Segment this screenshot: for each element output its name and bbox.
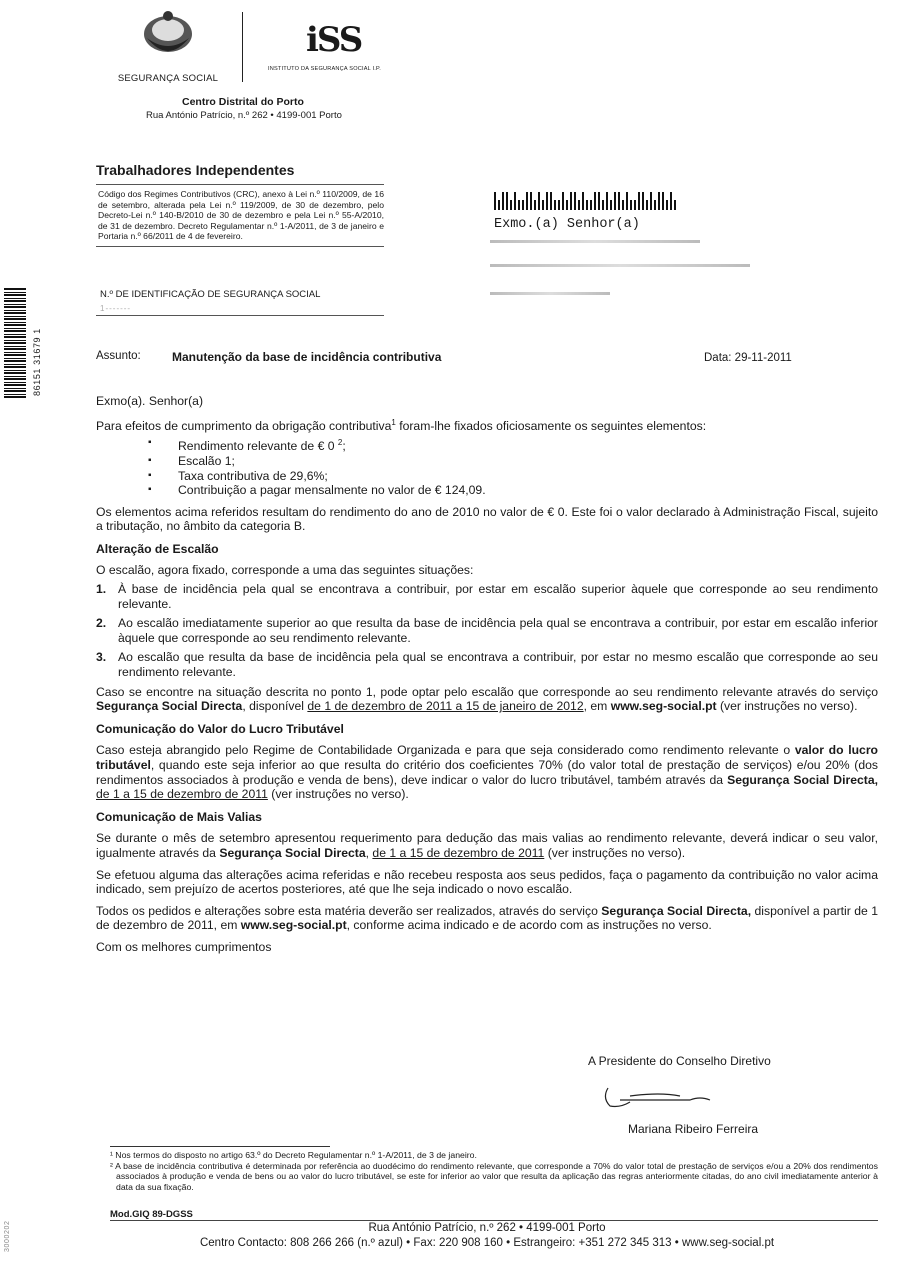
side-barcode-number: 86151 31679 1 <box>32 328 42 396</box>
barcode-bar <box>542 200 544 210</box>
barcode-bar <box>614 192 616 210</box>
seg-social-link[interactable]: www.seg-social.pt <box>240 918 347 933</box>
list-item: 1. À base de incidência pela qual se encontrava a contribuir, por estar em escalão superior àquele que corresponde ao seu rendimento relevante. <box>96 582 878 611</box>
escalao-intro: O escalão, agora fixado, corresponde a uma das seguintes situações: <box>96 563 474 578</box>
form-model: Mod.GIQ 89-DGSS <box>110 1209 193 1220</box>
iss-logo-label: INSTITUTO DA SEGURANÇA SOCIAL I.P. <box>268 66 382 72</box>
barcode-bar <box>550 192 552 210</box>
barcode-bar <box>586 200 588 210</box>
list-item: ▪ Taxa contributiva de 29,6%; <box>148 469 878 484</box>
header-divider <box>242 12 243 82</box>
recipient-address-line <box>490 240 700 243</box>
niss-value: 1------- <box>100 304 132 313</box>
barcode-bar <box>650 192 652 210</box>
footer-contact: Centro Contacto: 808 266 266 (n.º azul) • Fax: 220 908 160 • Estrangeiro: +351 272 345 313 • www.seg-social.pt <box>199 1237 775 1249</box>
iss-logo <box>268 20 438 72</box>
header-address: Rua António Patrício, n.º 262 • 4199-001 Porto <box>146 110 342 121</box>
barcode-bar <box>598 192 600 210</box>
postal-barcode <box>494 190 686 210</box>
mais-valias-paragraph: Se durante o mês de setembro apresentou requerimento para dedução das mais valias ao rendimento relevante, deverá indicar o seu valor, igualmente através da Segurança Social Directa, de 1 a 15 de dezembro de 2011 (ver instruções no verso). <box>96 831 878 860</box>
lucro-paragraph: Caso esteja abrangido pelo Regime de Contabilidade Organizada e para que seja considerado como rendimento relevante o valor do lucro tributável, quando este seja inferior ao que resulta do critério dos coeficientes 70% (do valor total de prestação de serviços) e/ou 20% (dos rendimentos associados à produção e venda de bens), deve indicar o valor do lucro tributável, também através da Segurança Social Directa, de 1 a 15 de dezembro de 2011 (ver instruções no verso). <box>96 743 879 802</box>
handwritten-signature <box>600 1078 720 1114</box>
barcode-bar <box>522 200 524 210</box>
barcode-bar <box>502 192 504 210</box>
footer-address: Rua António Patrício, n.º 262 • 4199-001 Porto <box>368 1222 606 1234</box>
todos-paragraph: Todos os pedidos e alterações sobre esta matéria deverão ser realizados, através do serviço Segurança Social Directa, disponível a partir de 1 de dezembro de 2011, em www.seg-social.pt, conforme acima indicado e de acordo com as instruções no verso. <box>96 903 878 933</box>
letter-date: Data: 29-11-2011 <box>704 352 792 364</box>
section-heading-mais-valias: Comunicação de Mais Valias <box>96 809 262 824</box>
regime-title: Trabalhadores Independentes <box>96 162 295 178</box>
barcode-bar <box>554 200 556 210</box>
recipient-salutation: Exmo.(a) Senhor(a) <box>494 217 640 232</box>
barcode-bar <box>530 192 532 210</box>
footnote-2: ² A base de incidência contributiva é determinada por referência ao duodécimo do rendimento relevante, que corresponde a 70% do valor total de prestação de serviços e/ou a 20% dos rendimentos associados à produção e venda de bens ou ao valor do lucro tributável, se este for inferior ao valor que resulta da aplicação das regras anteriormente citadas, do ano civil imediatamente anterior à data da sua fixação. <box>110 1160 878 1192</box>
list-item: ▪ Rendimento relevante de € 0 $^2$; <box>148 436 878 454</box>
option-paragraph: Caso se encontre na situação descrita no ponto 1, pode optar pelo escalão que corresponde ao seu rendimento relevante através do serviço Segurança Social Directa, disponível de 1 de dezembro de 2011 a 15 de janeiro de 2012, em www.seg-social.pt (ver instruções no verso). <box>96 684 878 714</box>
barcode-bar <box>574 192 576 210</box>
alteracoes-paragraph: Se efetuou alguma das alterações acima referidas e não recebeu resposta aos seus pedidos, faça o pagamento da contribuição no valor acima indicado, sem prejuízo de acertos posteriores, até que lhe seja indicado o novo escalão. <box>96 867 878 897</box>
barcode-bar <box>646 200 648 210</box>
list-item: ▪ Escalão 1; <box>148 454 878 469</box>
centro-distrital: Centro Distrital do Porto <box>182 96 304 108</box>
barcode-bar <box>578 200 580 210</box>
footer-rule <box>110 1220 878 1221</box>
barcode-bar <box>630 200 632 210</box>
barcode-bar <box>538 192 540 210</box>
barcode-bar <box>670 192 672 210</box>
letter-body <box>96 394 878 955</box>
subject-text: Manutenção da base de incidência contributiva <box>172 350 442 364</box>
barcode-bar <box>566 200 568 210</box>
seg-social-link[interactable]: www.seg-social.pt <box>610 699 717 714</box>
barcode-bar <box>514 192 516 210</box>
barcode-bar <box>606 192 608 210</box>
barcode-bar <box>594 192 596 210</box>
barcode-bar <box>582 192 584 210</box>
barcode-bar <box>510 200 512 210</box>
seguranca-social-logo <box>98 8 238 84</box>
barcode-bar <box>634 200 636 210</box>
barcode-bar <box>610 200 612 210</box>
elements-list <box>148 436 878 497</box>
seguranca-social-label: SEGURANÇA SOCIAL <box>117 73 219 84</box>
barcode-bar <box>562 192 564 210</box>
barcode-bar <box>534 200 536 210</box>
barcode-bar <box>590 200 592 210</box>
barcode-bar <box>654 200 656 210</box>
list-item: ▪ Contribuição a pagar mensalmente no valor de € 124,09. <box>148 483 878 498</box>
barcode-bar <box>518 200 520 210</box>
footnotes <box>110 1150 878 1192</box>
signature-name: Mariana Ribeiro Ferreira <box>628 1122 759 1136</box>
footnote-rule <box>110 1146 330 1147</box>
barcode-bar <box>642 192 644 210</box>
barcode-bar <box>546 192 548 210</box>
seguranca-social-emblem-icon <box>137 8 199 64</box>
barcode-bar <box>526 192 528 210</box>
situations-list <box>96 582 878 680</box>
side-code: 3000202 <box>4 1220 11 1252</box>
footnote-1: ¹ Nos termos do disposto no artigo 63.º do Decreto Regulamentar n.º 1-A/2011, de 3 de janeiro. <box>110 1150 477 1160</box>
barcode-bar <box>558 200 560 210</box>
barcode-bar <box>498 200 500 210</box>
list-item: 2. Ao escalão imediatamente superior ao que resulta da base de incidência pela qual se encontrava a contribuir, por estar em escalão inferior àquele que corresponde ao seu rendimento relevante. <box>96 616 878 645</box>
barcode-bar <box>666 200 668 210</box>
barcode-bar <box>570 192 572 210</box>
barcode-bar <box>506 192 508 210</box>
elements-paragraph: Os elementos acima referidos resultam do rendimento do ano de 2010 no valor de € 0. Este foi o valor declarado à Administração Fiscal, sujeito a tributação, no âmbito da categoria B. <box>96 504 878 534</box>
barcode-bar <box>662 192 664 210</box>
side-barcode <box>4 288 50 398</box>
recipient-address-line <box>490 292 610 295</box>
closing: Com os melhores cumprimentos <box>96 939 272 954</box>
niss-label: N.º DE IDENTIFICAÇÃO DE SEGURANÇA SOCIAL <box>100 289 321 300</box>
barcode-bar <box>618 192 620 210</box>
barcode-bar <box>622 200 624 210</box>
side-barcode-bars <box>4 288 26 398</box>
intro-paragraph: Para efeitos de cumprimento da obrigação contributiva$^1$ foram-lhe fixados oficiosamente os seguintes elementos: <box>96 417 707 433</box>
recipient-address-line <box>490 264 750 267</box>
subject-label: Assunto: <box>96 350 141 362</box>
section-heading-escalao: Alteração de Escalão <box>96 541 219 556</box>
barcode-bar <box>626 192 628 210</box>
barcode-bar <box>602 200 604 210</box>
section-heading-lucro: Comunicação do Valor do Lucro Tributável <box>96 721 344 736</box>
greeting: Exmo(a). Senhor(a) <box>96 394 204 408</box>
barcode-bar <box>674 200 676 210</box>
barcode-bar <box>494 192 496 210</box>
iss-logo-mark: iSS <box>306 20 362 60</box>
list-item: 3. Ao escalão que resulta da base de incidência pela qual se encontrava a contribuir, por estar no mesmo escalão que corresponde ao seu rendimento relevante. <box>96 650 878 680</box>
signature-role: A Presidente do Conselho Diretivo <box>588 1054 771 1068</box>
barcode-bar <box>638 192 640 210</box>
legal-reference: Código dos Regimes Contributivos (CRC), anexo à Lei n.º 110/2009, de 16 de setembro, alterada pela Lei n.º 119/2009, de 30 de dezembro, pelo Decreto-Lei n.º 140-B/2010 de 30 de dezembro e pela Lei n.º 55-A/2010, de 31 de dezembro. Decreto Regulamentar n.º 1-A/2011, de 3 de janeiro e Portaria n.º 66/2011 de 4 de fevereiro. <box>96 184 384 247</box>
barcode-bar <box>658 192 660 210</box>
